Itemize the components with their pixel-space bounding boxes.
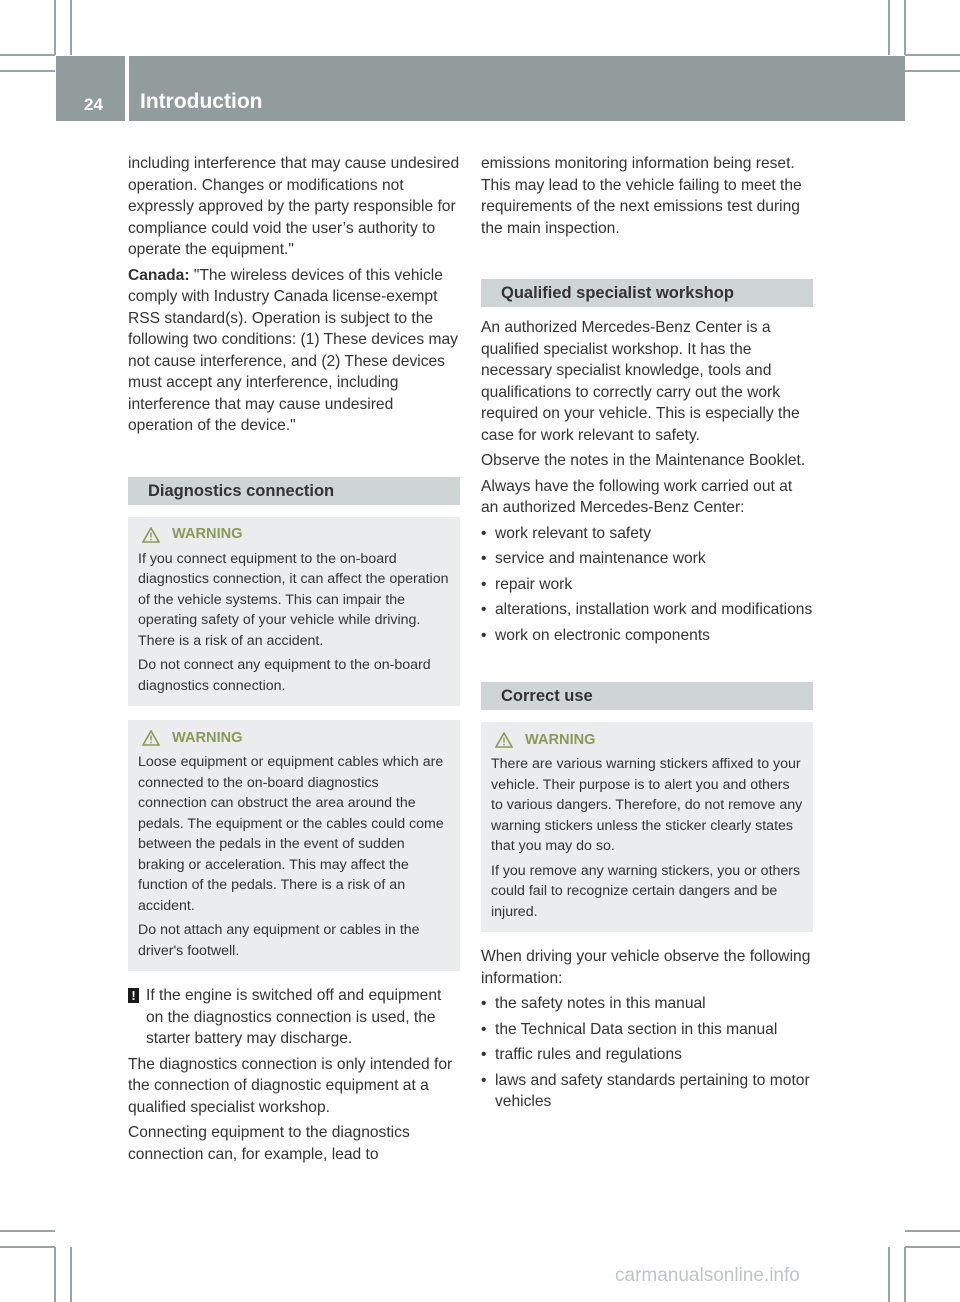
crop-mark (888, 1247, 890, 1302)
left-column (128, 153, 460, 1169)
crop-mark (905, 70, 960, 72)
exclamation-icon: ! (128, 988, 139, 1003)
list-item: • traffic rules and regulations (481, 1044, 813, 1066)
chapter-title: Introduction (140, 90, 263, 113)
section-heading-workshop: Qualified specialist workshop (481, 279, 813, 307)
warning-box (481, 722, 813, 932)
note-text: If the engine is switched off and equipment on the diagnostics connection is used, the starter battery may discharge. (146, 987, 442, 1047)
crop-mark (70, 0, 72, 55)
paragraph-canada (128, 265, 460, 437)
crop-mark (0, 70, 55, 72)
crop-mark (0, 1246, 55, 1248)
crop-mark (904, 0, 906, 55)
list-item: • service and maintenance work (481, 548, 813, 570)
header-divider (125, 56, 129, 121)
warning-triangle-icon (142, 730, 160, 746)
list-item: • repair work (481, 574, 813, 596)
warning-title: WARNING (491, 730, 803, 750)
crop-mark (70, 1247, 72, 1302)
warning-triangle-icon (495, 732, 513, 748)
list-item: • work on electronic components (481, 625, 813, 647)
warning-title: WARNING (138, 525, 450, 545)
paragraph: The diagnostics connection is only intended for the connection of diagnostic equipment at a qualified specialist workshop. (128, 1055, 453, 1116)
crop-mark (905, 1246, 960, 1248)
note-paragraph (128, 985, 460, 1050)
list-item: • laws and safety standards pertaining to motor vehicles (481, 1070, 813, 1113)
right-column (481, 153, 813, 1117)
paragraph: When driving your vehicle observe the following information: (481, 948, 811, 987)
work-list (481, 523, 813, 647)
paragraph: Always have the following work carried out at an authorized Mercedes-Benz Center: (481, 477, 793, 516)
list-item: • the safety notes in this manual (481, 993, 813, 1015)
warning-title: WARNING (138, 728, 450, 748)
crop-mark (905, 54, 960, 56)
paragraph: including interference that may cause undesired operation. Changes or modifications not expressly approved by the party responsible for compliance could void the user’s authority to operate the equipment." (128, 155, 460, 258)
list-item: • the Technical Data section in this manual (481, 1019, 813, 1041)
crop-mark (904, 1247, 906, 1302)
warning-text: Loose equipment or equipment cables which are connected to the on-board diagnostics connection can obstruct the area around the pedals. The equipment or the cables could come between the pedals in the event of sudden braking or acceleration. This may affect the function of the pedals. There is a risk of an accident. (138, 754, 444, 914)
crop-mark (905, 1230, 960, 1232)
crop-mark (0, 54, 55, 56)
warning-triangle-icon (142, 527, 160, 543)
warning-box (128, 720, 460, 971)
warning-text: If you connect equipment to the on-board diagnostics connection, it can affect the operation of the vehicle systems. This can impair the operating safety of your vehicle while driving. There is a risk of an accident. (138, 550, 449, 649)
canada-text: "The wireless devices of this vehicle comply with Industry Canada license-exempt RSS standard(s). Operation is subject to the following two conditions: (1) These devices may not cause interference, and (2) These devices must accept any interference, including interference that may cause undesired operation of the device." (128, 266, 458, 434)
warning-text: If you remove any warning stickers, you or others could fail to recognize certain dangers and be injured. (491, 862, 801, 920)
warning-text: There are various warning stickers affixed to your vehicle. Their purpose is to alert you and others to various dangers. Therefore, do not remove any warning stickers unless the sticker clearly states that you may do so. (491, 756, 803, 854)
warning-text: Do not connect any equipment to the on-board diagnostics connection. (138, 657, 431, 694)
watermark: carmanualsonline.info (615, 1265, 800, 1286)
section-heading-diagnostics: Diagnostics connection (128, 477, 460, 505)
paragraph: emissions monitoring information being reset. This may lead to the vehicle failing to meet the requirements of the next emissions test during the main inspection. (481, 155, 802, 237)
warning-box (128, 517, 460, 707)
paragraph: Connecting equipment to the diagnostics connection can, for example, lead to (128, 1124, 410, 1163)
paragraph: Observe the notes in the Maintenance Booklet. (481, 452, 806, 469)
warning-text: Do not attach any equipment or cables in the driver's footwell. (138, 922, 420, 959)
paragraph: An authorized Mercedes-Benz Center is a qualified specialist workshop. It has the necessary specialist knowledge, tools and qualifications to correctly carry out the work required on your vehicle. This is especially the case for work relevant to safety. (481, 319, 800, 444)
section-heading-correct-use: Correct use (481, 682, 813, 710)
page-number: 24 (84, 95, 103, 114)
canada-label: Canada: (128, 266, 190, 284)
list-item: • work relevant to safety (481, 523, 813, 545)
list-item: • alterations, installation work and modifications (481, 599, 813, 621)
crop-mark (888, 0, 890, 55)
crop-mark (54, 0, 56, 55)
crop-mark (54, 1247, 56, 1302)
crop-mark (0, 1230, 55, 1232)
driving-info-list (481, 993, 813, 1113)
